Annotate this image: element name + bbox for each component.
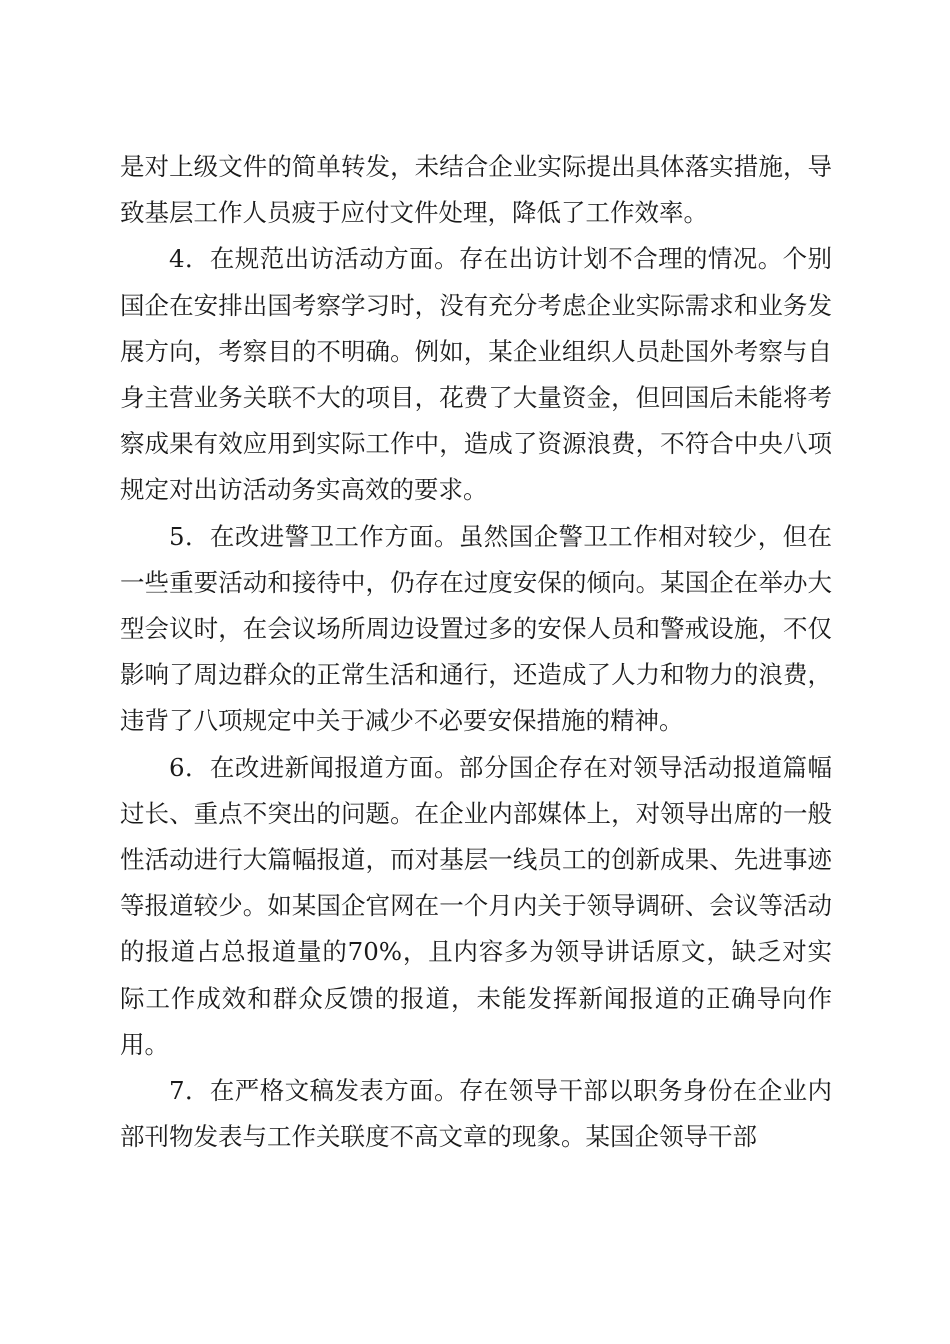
paragraph-item-4: 4．在规范出访活动方面。存在出访计划不合理的情况。个别国企在安排出国考察学习时，没有充分考虑企业实际需求和业务发展方向，考察目的不明确。例如，某企业组织人员赴国外考察与自身主营业务关联不大的项目，花费了大量资金，但回国后未能将考察成果有效应用到实际工作中，造成了资源浪费，不符合中央八项规定对出访活动务实高效的要求。 — [120, 244, 832, 505]
document-body — [120, 144, 832, 1160]
paragraph-item-7: 7．在严格文稿发表方面。存在领导干部以职务身份在企业内部刊物发表与工作关联度不高文章的现象。某国企领导干部 — [120, 1076, 832, 1152]
paragraph-item-6: 6．在改进新闻报道方面。部分国企存在对领导活动报道篇幅过长、重点不突出的问题。在企业内部媒体上，对领导出席的一般性活动进行大篇幅报道，而对基层一线员工的创新成果、先进事迹等报道较少。如某国企官网在一个月内关于领导调研、会议等活动的报道占总报道量的70%，且内容多为领导讲话原文，缺乏对实际工作成效和群众反馈的报道，未能发挥新闻报道的正确导向作用。 — [120, 752, 832, 1059]
paragraph-item-5: 5．在改进警卫工作方面。虽然国企警卫工作相对较少，但在一些重要活动和接待中，仍存在过度安保的倾向。某国企在举办大型会议时，在会议场所周边设置过多的安保人员和警戒设施，不仅影响了周边群众的正常生活和通行，还造成了人力和物力的浪费，违背了八项规定中关于减少不必要安保措施的精神。 — [120, 521, 832, 736]
paragraph-continuation: 是对上级文件的简单转发，未结合企业实际提出具体落实措施，导致基层工作人员疲于应付文件处理，降低了工作效率。 — [120, 152, 832, 228]
